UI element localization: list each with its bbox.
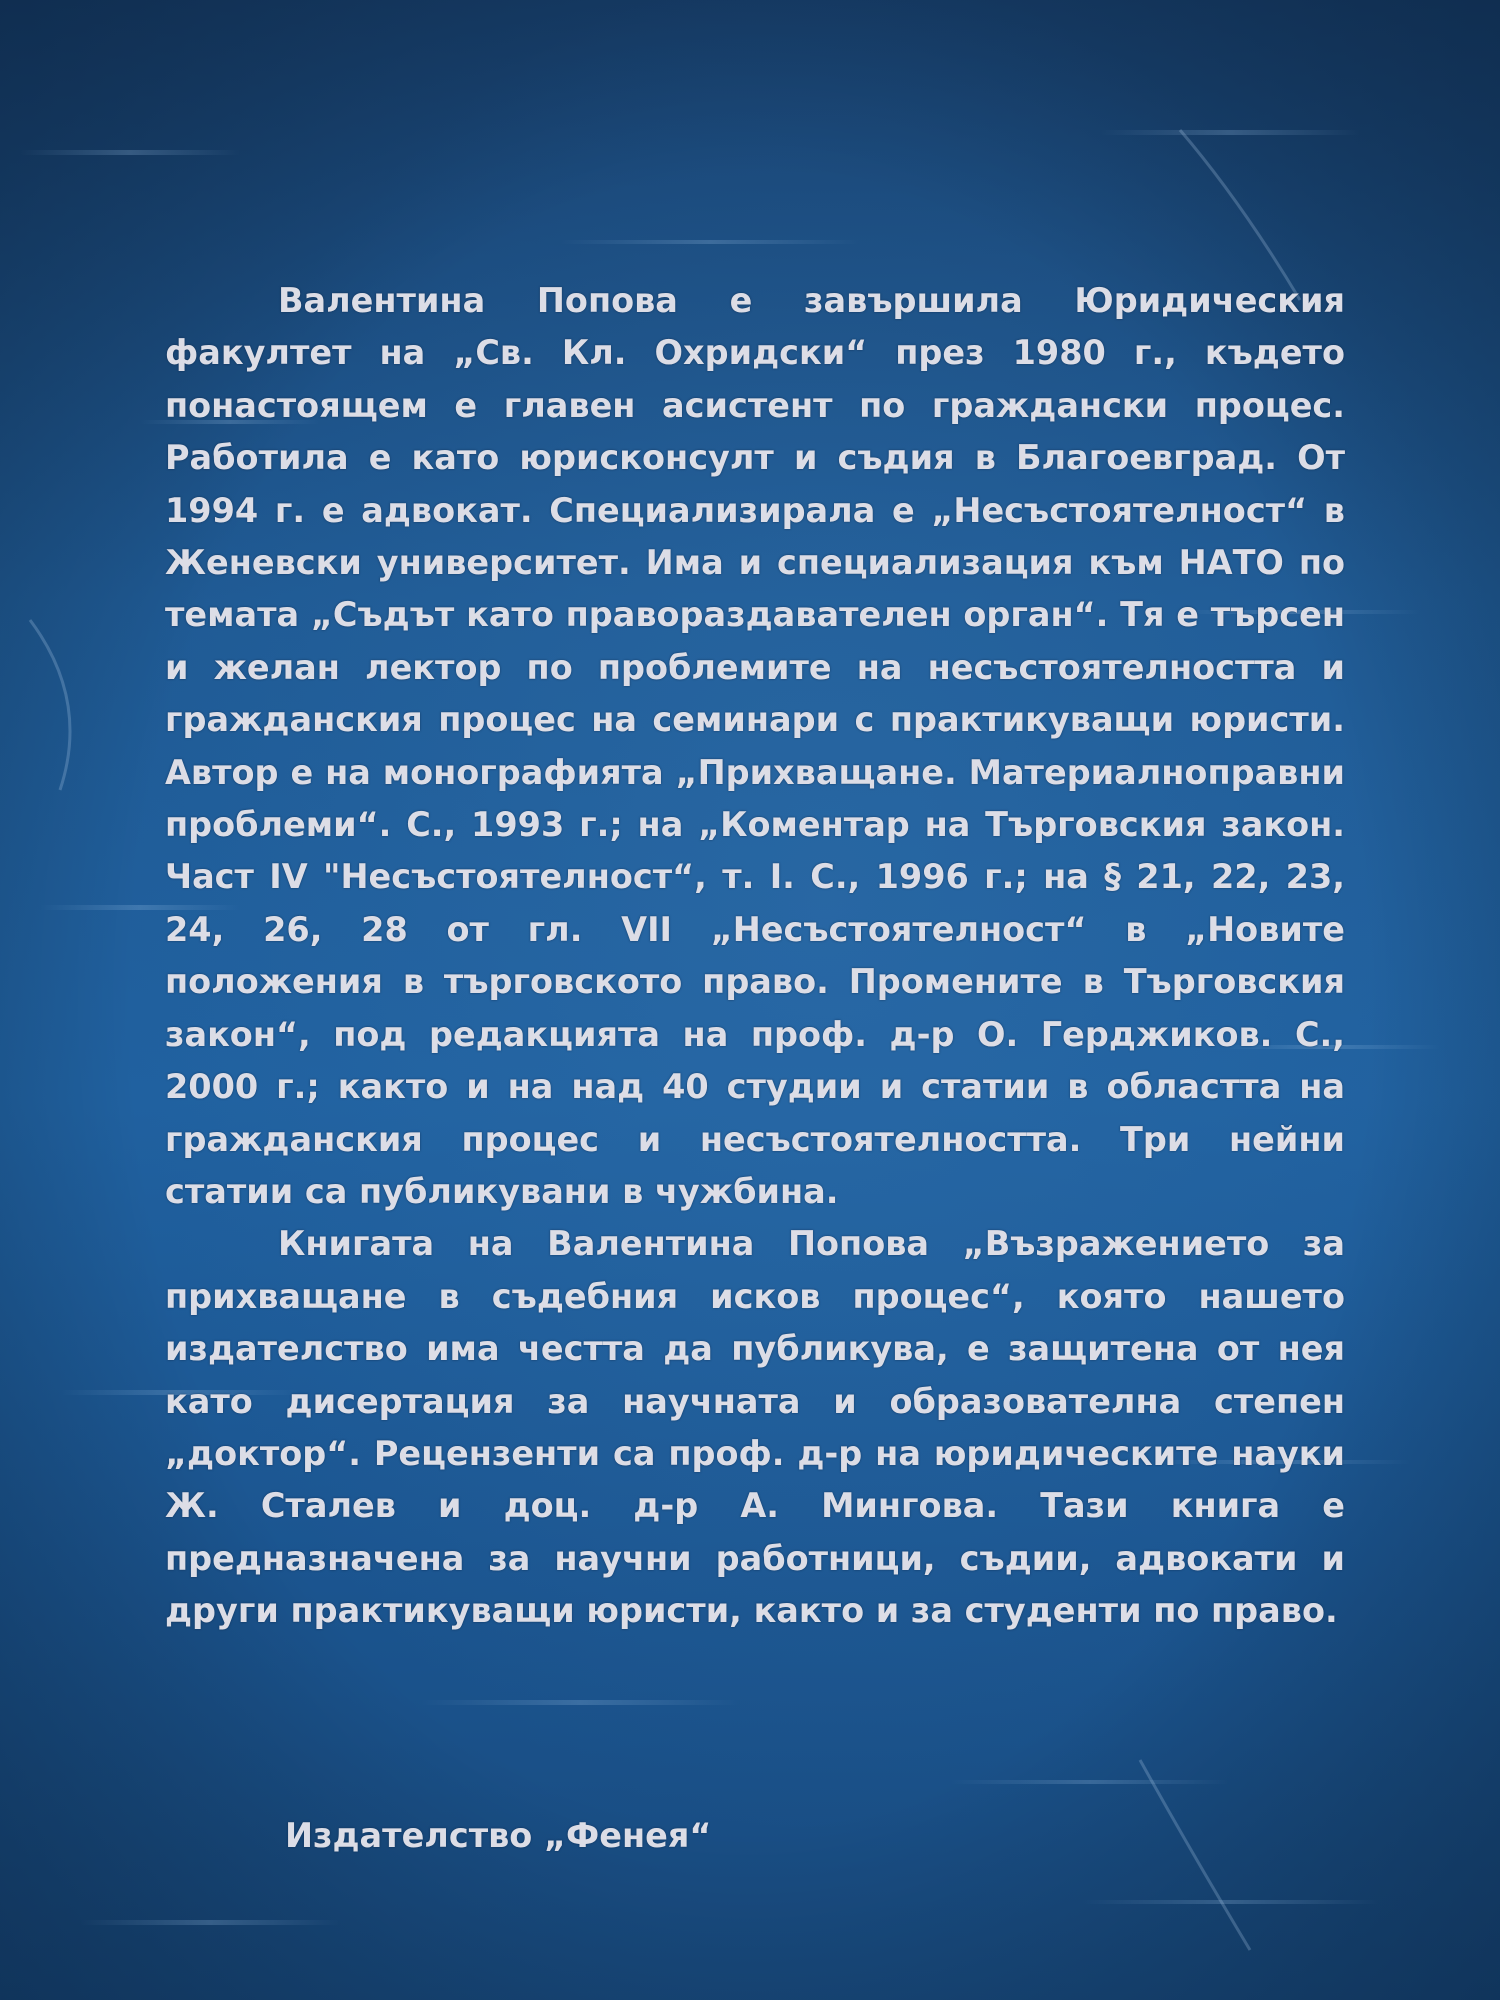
publisher-name: Издателство „Фенея“ bbox=[285, 1816, 712, 1855]
book-description-paragraph: Книгата на Валентина Попова „Възражението за прихващане в съдебния исков процес“, която нашето издателство има честта да публикува, е защитена от нея като дисертация за научната и образователна степен „доктор“. Рецензенти са проф. д-р на юридическите науки Ж. Сталев и доц. д-р А. Мингова. Тази книга е предназначена за научни работници, съдии, адвокати и други практикуващи юристи, както и за студенти по право. bbox=[165, 1224, 1345, 1631]
description-text-block bbox=[165, 275, 1345, 1638]
author-biography-paragraph: Валентина Попова е завършила Юридическия факултет на „Св. Кл. Охридски“ през 1980 г., където понастоящем е главен асистент по граждански процес. Работила е като юрисконсулт и съдия в Благоевград. От 1994 г. е адвокат. Специализирала е „Несъстоятелност“ в Женевски университет. Има и специализация към НАТО по темата „Съдът като правораздавателен орган“. Тя е търсен и желан лектор по проблемите на несъстоятелността и гражданския процес на семинари с практикуващи юристи. Автор е на монографията „Прихващане. Материалноправни проблеми“. С., 1993 г.; на „Коментар на Търговския закон. Част IV "Несъстоятелност“, т. I. С., 1996 г.; на § 21, 22, 23, 24, 26, 28 от гл. VII „Несъстоятелност“ в „Новите положения в търговското право. Промените в Търговския закон“, под редакцията на проф. д-р О. Герджиков. С., 2000 г.; както и на над 40 студии и статии в областта на гражданския процес и несъстоятелността. Три нейни статии са публикувани в чужбина. bbox=[165, 281, 1345, 1211]
